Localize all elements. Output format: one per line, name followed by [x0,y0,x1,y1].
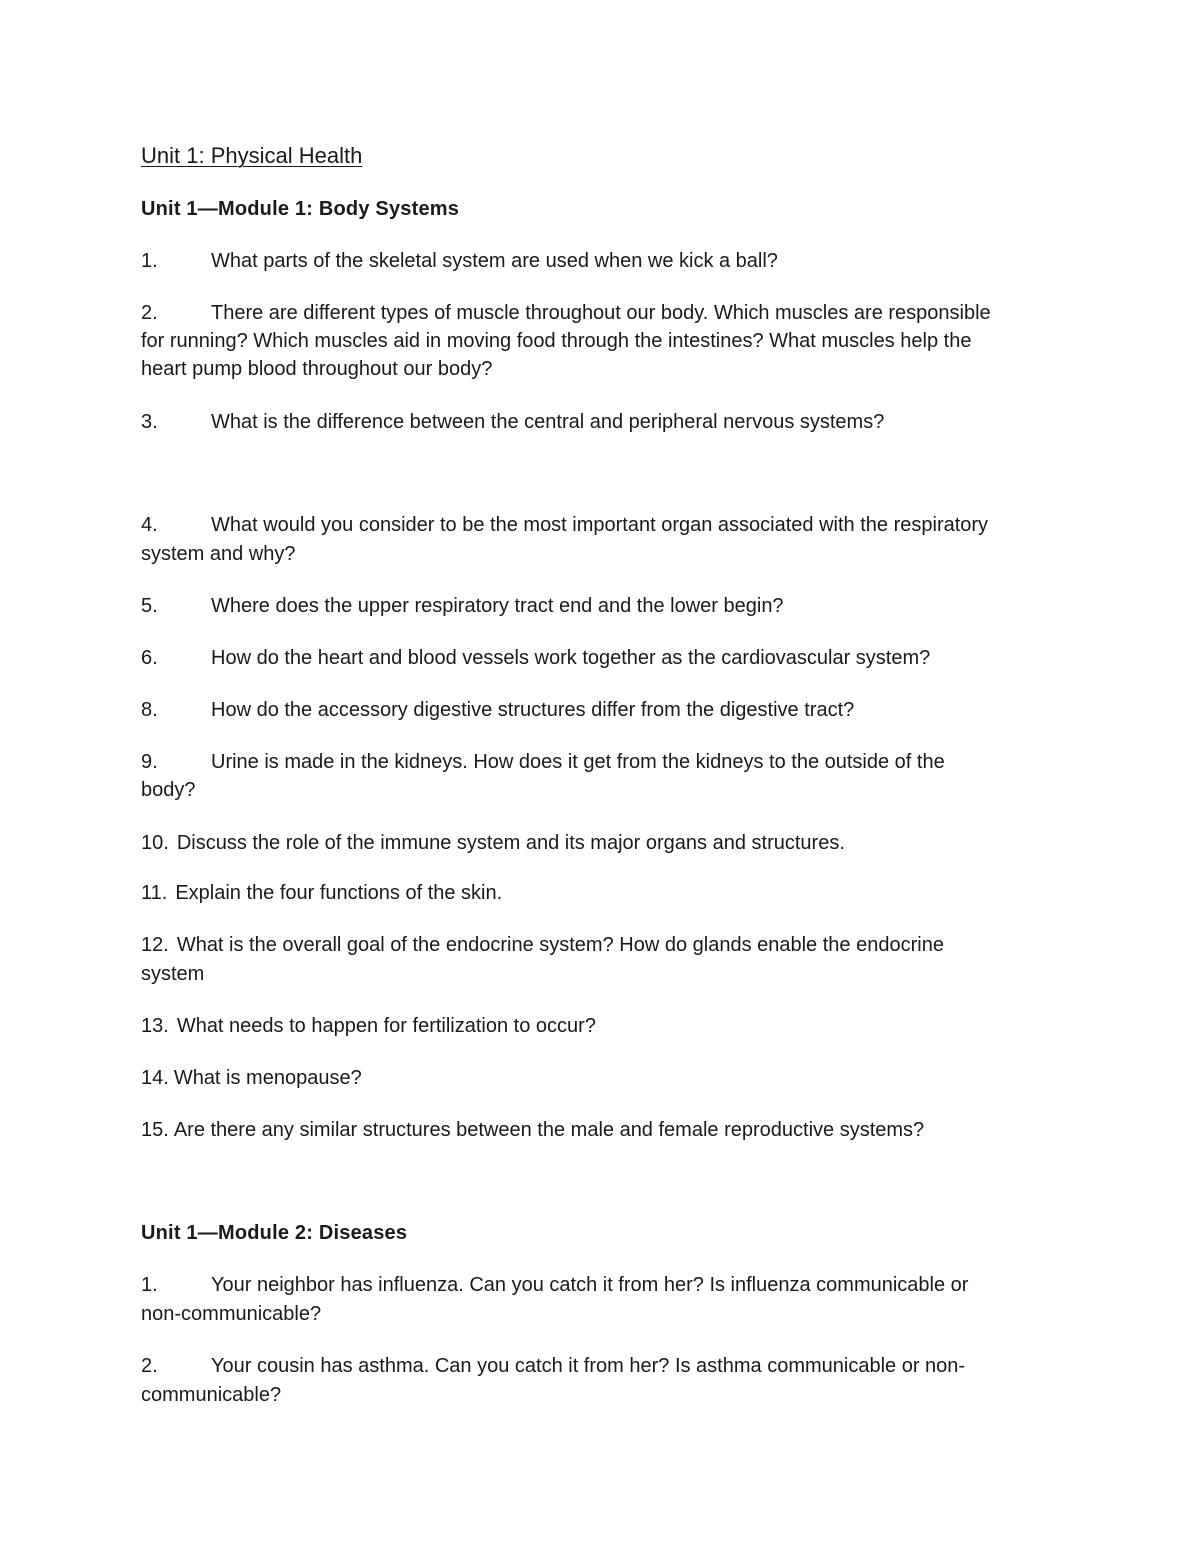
question-number: 11. [141,882,168,904]
module-2-heading: Unit 1—Module 2: Diseases [141,1222,408,1244]
module-1-heading: Unit 1—Module 1: Body Systems [141,198,460,220]
question-text-continued: for running? Which muscles aid in moving food through the intestines? What muscles help the [141,330,972,352]
question-number: 14. [141,1067,169,1089]
question-number: 8. [141,699,158,721]
question-text: Your neighbor has influenza. Can you catch it from her? Is influenza communicable or [211,1274,969,1296]
question-number: 12. [141,934,169,956]
question-item [141,644,930,673]
question-number: 3. [141,411,158,433]
question-item [141,829,845,858]
question-item [141,408,884,437]
question-text: Are there any similar structures between the male and female reproductive systems? [173,1119,925,1141]
question-number: 6. [141,647,158,669]
question-number: 1. [141,1274,158,1296]
question-item [141,592,784,621]
question-text: Where does the upper respiratory tract end and the lower begin? [211,595,784,617]
question-text: What is the overall goal of the endocrine system? How do glands enable the endocrine [176,934,944,956]
question-text-continued: communicable? [141,1384,282,1406]
question-text-continued: system and why? [141,543,296,565]
question-item [141,879,502,908]
question-text: What is the difference between the central and peripheral nervous systems? [211,411,885,433]
question-text: Explain the four functions of the skin. [175,882,503,904]
question-text-continued: system [141,963,205,985]
question-text: Urine is made in the kidneys. How does it get from the kidneys to the outside of the [211,751,945,773]
question-text: What would you consider to be the most important organ associated with the respiratory [211,514,989,536]
question-number: 1. [141,250,158,272]
question-item [141,748,945,777]
question-item [141,1271,968,1300]
question-text-continued: heart pump blood throughout our body? [141,358,493,380]
document-title: Unit 1: Physical Health [141,143,363,168]
question-number: 13. [141,1015,169,1037]
question-text: What is menopause? [173,1067,362,1089]
question-text-continued: non-communicable? [141,1303,322,1325]
question-number: 10. [141,832,169,854]
question-text: What needs to happen for fertilization to occur? [176,1015,596,1037]
question-item [141,1352,965,1381]
question-item [141,1012,596,1041]
question-item [141,299,991,328]
question-item [141,247,778,276]
question-number: 5. [141,595,158,617]
question-item [141,511,988,540]
question-text: How do the heart and blood vessels work together as the cardiovascular system? [211,647,931,669]
question-item [141,1116,924,1145]
question-number: 4. [141,514,158,536]
question-text: There are different types of muscle throughout our body. Which muscles are responsible [211,302,991,324]
question-number: 2. [141,1355,158,1377]
question-item [141,1064,362,1093]
question-number: 2. [141,302,158,324]
question-text-continued: body? [141,779,196,801]
question-text: What parts of the skeletal system are used when we kick a ball? [211,250,778,272]
question-item [141,931,944,960]
question-text: How do the accessory digestive structures differ from the digestive tract? [211,699,855,721]
question-text: Your cousin has asthma. Can you catch it from her? Is asthma communicable or non- [211,1355,966,1377]
question-text: Discuss the role of the immune system and its major organs and structures. [176,832,845,854]
question-number: 15. [141,1119,169,1141]
question-item [141,696,854,725]
question-number: 9. [141,751,158,773]
